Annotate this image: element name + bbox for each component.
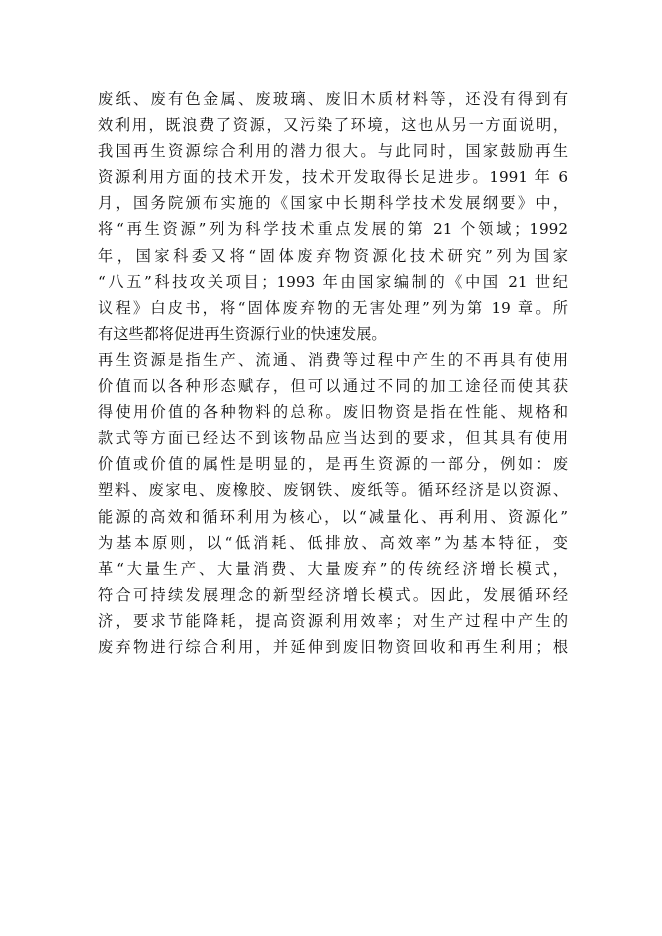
text-line: 废纸、废有色金属、废玻璃、废旧木质材料等，还没有得到有 [98,90,568,108]
text-line: 将“再生资源”列为科学技术重点发展的第 21 个领域；1992 [98,220,568,239]
text-line: 价值或价值的属性是明显的，是再生资源的一部分，例如：废 [98,455,568,474]
text-line: 有这些都将促进再生资源行业的快速发展。 [98,324,387,343]
text-line: 资源利用方面的技术开发，技术开发取得长足进步。1991 年 6 [98,168,568,187]
text-line: 济，要求节能降耗，提高资源利用效率；对生产过程中产生的 [98,611,568,630]
text-line: 能源的高效和循环利用为核心，以“减量化、再利用、资源化” [98,507,568,526]
text-line: 价值而以各种形态赋存，但可以通过不同的加工途径而使其获 [98,377,568,396]
text-line: 塑料、废家电、废橡胶、废钢铁、废纸等。循环经济是以资源、 [98,481,568,500]
text-line: 符合可持续发展理念的新型经济增长模式。因此，发展循环经 [98,585,568,604]
text-line: 效利用，既浪费了资源，又污染了环境，这也从另一方面说明， [98,116,568,135]
text-line: 我国再生资源综合利用的潜力很大。与此同时，国家鼓励再生 [98,142,568,161]
paragraph-1 [98,86,568,347]
text-line: 款式等方面已经达不到该物品应当达到的要求，但其具有使用 [98,429,568,448]
text-line: 为基本原则，以“低消耗、低排放、高效率”为基本特征，变 [98,533,568,552]
text-line: 革“大量生产、大量消费、大量废弃”的传统经济增长模式， [98,559,568,578]
text-line: 废弃物进行综合利用，并延伸到废旧物资回收和再生利用；根 [98,637,568,656]
text-line: “八五”科技攻关项目；1993 年由国家编制的《中国 21 世纪 [98,272,568,291]
text-line: 再生资源是指生产、流通、消费等过程中产生的不再具有使用 [98,350,568,369]
text-line: 年，国家科委又将“固体废弃物资源化技术研究”列为国家 [98,246,568,265]
text-line: 议程》白皮书，将“固体废弃物的无害处理”列为第 19 章。所 [98,298,568,317]
paragraph-2 [98,347,568,660]
text-line: 得使用价值的各种物料的总称。废旧物资是指在性能、规格和 [98,403,568,422]
text-line: 月，国务院颁布实施的《国家中长期科学技术发展纲要》中， [98,194,568,213]
document-body [98,86,568,660]
